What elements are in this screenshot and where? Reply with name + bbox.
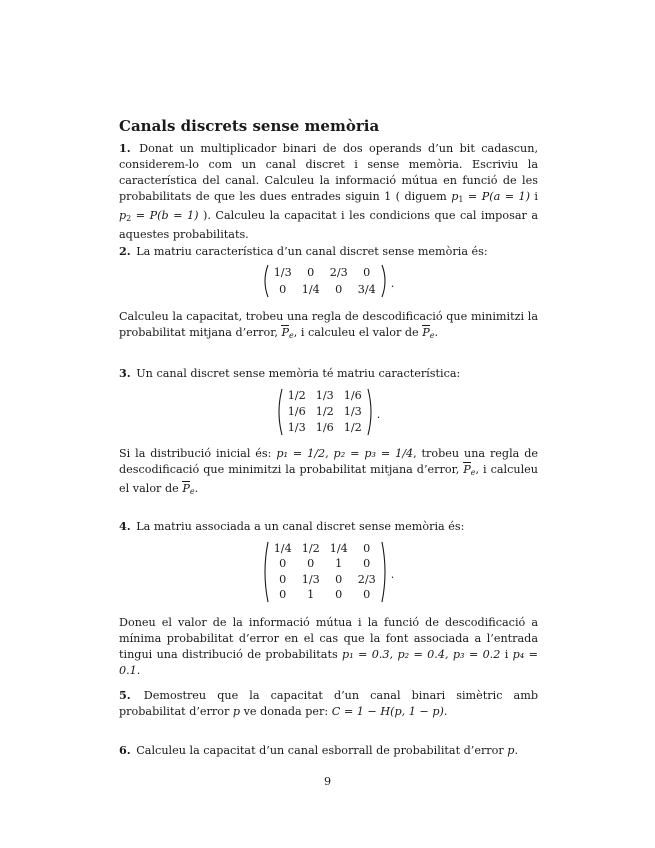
- problem-text: , trobeu una regla de descodificació que minimitzi la probabilitat mitjana d’error,: [119, 447, 538, 476]
- problem-text: Calculeu la capacitat d’un canal esborrall de probabilitat d’error: [136, 744, 508, 757]
- left-paren: [261, 264, 269, 298]
- pe-symbol: P: [463, 463, 471, 476]
- math-p2: $p_2 = P(b = 1)$: [119, 209, 199, 223]
- problem-2-body: [119, 309, 538, 344]
- section-title: Canals discrets sense memòria: [119, 117, 380, 135]
- problem-4-intro: [119, 518, 538, 535]
- matrix-cell: 1/4: [273, 541, 292, 555]
- problem-text: .: [136, 664, 141, 677]
- math-p1: $p_1 = P(a = 1)$: [451, 190, 530, 204]
- pe-subscript: e: [288, 331, 294, 340]
- matrix-cell: 0: [279, 572, 287, 586]
- left-paren: [275, 388, 283, 436]
- matrix-cell: 0: [363, 588, 371, 602]
- problem-text: .: [443, 705, 448, 718]
- problem-number: 2.: [119, 244, 131, 258]
- problem-text: La matriu característica d’un canal discret sense memòria és:: [136, 245, 488, 258]
- matrix-cell: 0: [363, 265, 371, 279]
- matrix-3: 1/2 1/3 1/6 1/6 1/2 1/3 1/3 1/6 1/2 .: [0, 388, 655, 436]
- matrix-cell: 3/4: [357, 282, 376, 296]
- problem-1: [119, 140, 538, 243]
- problem-text: .: [514, 744, 519, 757]
- matrix-row: [269, 588, 381, 604]
- matrix-row: [283, 388, 367, 404]
- matrix-cell: 1/4: [301, 282, 320, 296]
- matrix-cell: 1/2: [315, 405, 334, 418]
- conjunction: i: [500, 648, 513, 661]
- capacity-formula: C = 1 − H(p, 1 − p): [331, 705, 444, 718]
- matrix-cell: 0: [335, 282, 343, 296]
- problem-text: ve donada per:: [240, 705, 332, 718]
- matrix-cell: 2/3: [329, 265, 348, 279]
- problem-number: 1.: [119, 141, 131, 155]
- matrix-cell: 1: [307, 588, 315, 602]
- pe-subscript: e: [429, 331, 435, 340]
- matrix-cell: 1/3: [315, 389, 334, 402]
- matrix-row: [269, 572, 381, 588]
- matrix-row: [283, 404, 367, 420]
- distribution: p₁ = 1/2, p₂ = p₃ = 1/4: [276, 447, 414, 460]
- matrix-cell: 0: [335, 572, 343, 586]
- problem-6: [119, 742, 538, 759]
- matrix-row: [269, 541, 381, 557]
- variable-p: p: [507, 744, 515, 757]
- matrix-cell: 1/2: [301, 541, 320, 555]
- problem-text: .: [194, 482, 199, 495]
- matrix-cell: 0: [335, 588, 343, 602]
- problem-text-end: ). Calculeu la capacitat i les condicions que cal imposar a aquestes probabilitats.: [119, 209, 538, 241]
- matrix-cell: 1/4: [329, 541, 348, 555]
- problem-2-intro: [119, 243, 538, 260]
- matrix-cell: 0: [363, 557, 371, 571]
- matrix-table: [269, 541, 381, 603]
- problem-3-intro: [119, 365, 538, 382]
- matrix-cell: 1/3: [301, 572, 320, 586]
- pe-symbol: P: [281, 326, 289, 339]
- matrix-cell: 1/3: [343, 405, 362, 418]
- problem-5: [119, 687, 538, 720]
- matrix-cell: 1/2: [343, 421, 362, 434]
- conjunction: i: [529, 190, 538, 203]
- matrix-row: [269, 264, 381, 281]
- matrix-row: [269, 281, 381, 298]
- problem-text: .: [434, 326, 439, 339]
- matrix-2: 1/3 0 2/3 0 0 1/4 0 3/4 .: [0, 264, 655, 298]
- left-paren: [261, 541, 269, 603]
- problem-number: 3.: [119, 366, 131, 380]
- matrix-cell: 1/6: [287, 405, 306, 418]
- problem-number: 6.: [119, 743, 131, 757]
- matrix-cell: 1/6: [315, 421, 334, 434]
- right-paren: [381, 264, 389, 298]
- pe-symbol: P: [182, 482, 190, 495]
- problem-text: Calculeu la capacitat, trobeu una regla de descodificació que minimitzi la probabilitat mitjana d’error,: [119, 310, 538, 339]
- problem-text: La matriu associada a un canal discret sense memòria és:: [136, 520, 465, 533]
- right-paren: [367, 388, 375, 436]
- problem-number: 5.: [119, 688, 131, 702]
- page-number: 9: [323, 775, 332, 788]
- distribution-last: p₄ = 0.1: [119, 648, 539, 677]
- problem-number: 4.: [119, 519, 131, 533]
- distribution: p₁ = 0.3, p₂ = 0.4, p₃ = 0.2: [342, 648, 501, 661]
- matrix-cell: 0: [279, 557, 287, 571]
- matrix-4: 1/4 1/2 1/4 0 0 0 1 0 0 1/3 0 2/3 0 1 0 0 .: [0, 541, 655, 603]
- pe-subscript: e: [189, 487, 195, 496]
- matrix-table: [283, 388, 367, 436]
- matrix-row: [283, 420, 367, 436]
- matrix-cell: 0: [307, 265, 315, 279]
- matrix-cell: 0: [279, 588, 287, 602]
- matrix-cell: 0: [363, 541, 371, 555]
- matrix-cell: 1/6: [343, 389, 362, 402]
- problem-text: Un canal discret sense memòria té matriu característica:: [136, 367, 461, 380]
- problem-text: Donat un multiplicador binari de dos operands d’un bit cadascun, considerem-lo com un canal discret i sense memòria. Escriviu la característica del canal. Calculeu la informació mútua en funció de les probabilitats de que les dues entrades siguin 1 ( diguem: [119, 142, 538, 203]
- matrix-row: [269, 557, 381, 573]
- problem-text: Si la distribució inicial és:: [119, 447, 277, 460]
- matrix-cell: 1/3: [287, 421, 306, 434]
- problem-3-body: [119, 446, 538, 500]
- matrix-cell: 2/3: [357, 572, 376, 586]
- problem-text: , i calculeu el valor de: [119, 463, 538, 495]
- variable-p: p: [232, 705, 241, 718]
- matrix-cell: 1: [335, 557, 343, 571]
- problem-text: , i calculeu el valor de: [293, 326, 423, 339]
- pe-symbol: P: [422, 326, 430, 339]
- pe-subscript: e: [470, 468, 476, 477]
- right-paren: [381, 541, 389, 603]
- matrix-cell: 1/3: [273, 265, 292, 279]
- matrix-cell: 1/2: [287, 389, 306, 402]
- problem-text: Demostreu que la capacitat d’un canal binari simètric amb probabilitat d’error: [119, 689, 538, 718]
- matrix-cell: 0: [307, 557, 315, 571]
- matrix-cell: 0: [279, 282, 287, 296]
- problem-4-body: [119, 615, 538, 679]
- matrix-table: [269, 264, 381, 298]
- problem-text: Doneu el valor de la informació mútua i la funció de descodificació a mínima probabilitat d’error en el cas que la font associada a l’entrada tingui una distribució de probabilitats: [119, 616, 538, 661]
